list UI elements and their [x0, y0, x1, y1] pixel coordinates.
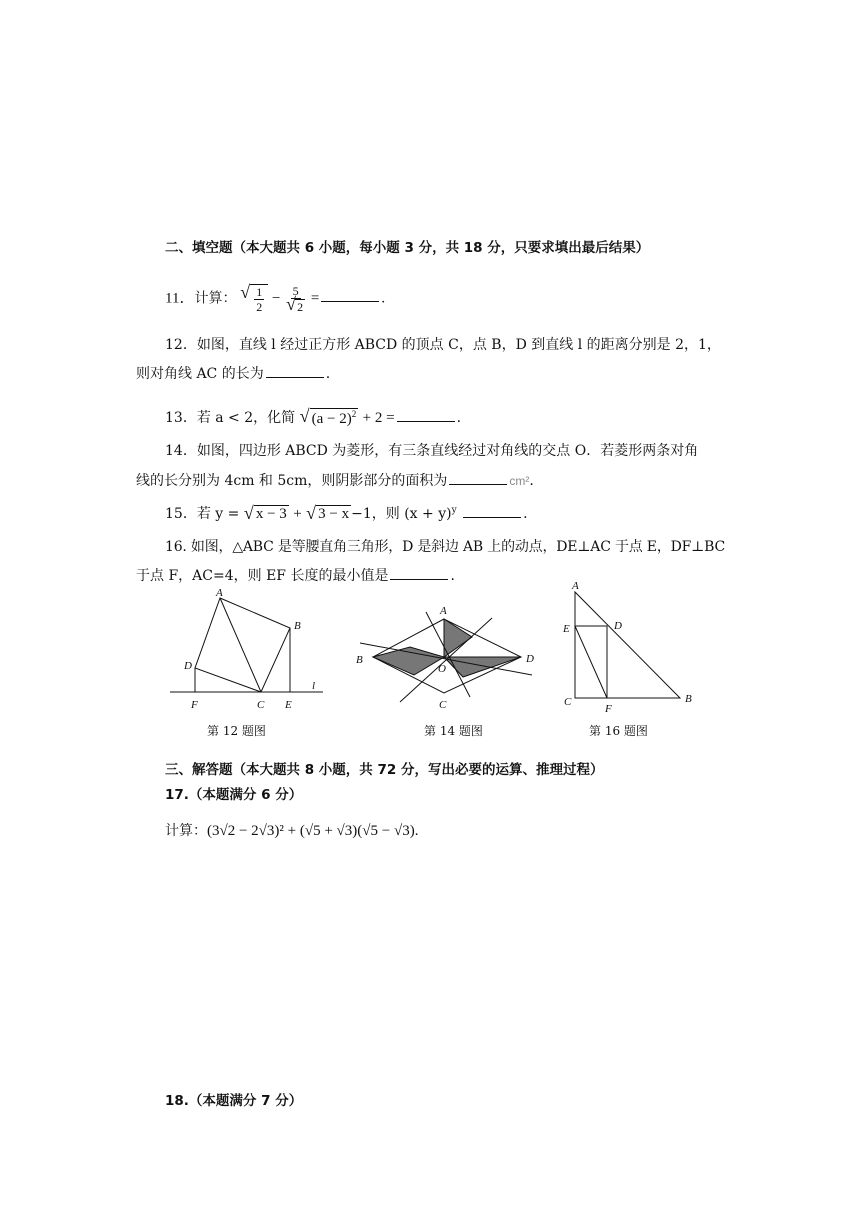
fig12-label-l: l: [312, 680, 316, 692]
fig12-label-E: E: [285, 699, 292, 711]
fig14-label-O: O: [438, 663, 446, 675]
question-16-line2: [136, 565, 455, 585]
figure-16: [555, 578, 705, 713]
q11-answer-blank[interactable]: [321, 289, 379, 302]
q13-sqrt: √ $(a - 2)^2$: [300, 408, 359, 428]
q13-answer-blank[interactable]: [397, 409, 455, 422]
fig14-caption: 第 14 题图: [424, 724, 483, 738]
fig14-label-D: D: [526, 653, 534, 665]
fig16-label-E: E: [563, 623, 570, 635]
q15-plus: +: [293, 506, 302, 522]
section2-heading: 二、填空题（本大题共 6 小题，每小题 3 分，共 18 分，只要求填出最后结果）: [165, 240, 650, 256]
q11-lead: 计算：: [194, 290, 237, 307]
fig12-label-F: F: [191, 699, 198, 711]
fig14-label-C: C: [439, 699, 447, 711]
q14-period: .: [529, 473, 534, 489]
q17-lead: 计算：: [165, 823, 207, 839]
fig12-caption: 第 12 题图: [207, 724, 266, 738]
q12-answer-blank[interactable]: [266, 365, 324, 378]
fig16-caption: 第 16 题图: [589, 724, 648, 738]
fig16-label-A: A: [572, 580, 579, 592]
q11-minus: −: [271, 290, 281, 307]
fig12-label-B: B: [294, 620, 301, 632]
q11-period: .: [381, 290, 386, 307]
q16-period: .: [450, 568, 455, 584]
question-14-line2: [136, 470, 534, 490]
q14-line1: 14．如图，四边形 ABCD 为菱形，有三条直线经过对角线的交点 O．若菱形两条对角: [165, 443, 699, 459]
question-12-line2: [136, 363, 330, 383]
question-15: [165, 503, 528, 523]
fig16-label-D: D: [614, 620, 622, 632]
q13-period: .: [456, 410, 462, 426]
fig12-label-D: D: [184, 660, 192, 672]
q13-tail: + 2 =: [362, 410, 395, 426]
q16-answer-blank[interactable]: [390, 567, 448, 580]
q14-line2-text: 线的长分别为 4cm 和 5cm，则阴影部分的面积为: [136, 473, 448, 489]
question-11: [165, 284, 385, 314]
q11-sqrt: √ $\frac{1}{2}$: [240, 284, 268, 314]
fig12-label-A: A: [216, 587, 223, 599]
q14-answer-blank[interactable]: [449, 472, 507, 485]
q11-fraction: 5 √ 2: [286, 284, 305, 314]
q15-exponent: y: [451, 505, 457, 516]
q12-line1: 12．如图，直线 l 经过正方形 ABCD 的顶点 C，点 B，D 到直线 l 的距离分别是 2，1，: [165, 337, 721, 353]
q15-sqrt1: √ x − 3: [244, 505, 289, 523]
q16-line2-text: 于点 F，AC=4，则 EF 长度的最小值是: [136, 568, 389, 584]
section3-heading: 三、解答题（本大题共 8 小题，共 72 分，写出必要的运算、推理过程）: [165, 762, 604, 778]
q13-lead: 13．若 a < 2，化简: [165, 410, 296, 426]
q15-period: .: [523, 506, 528, 522]
q15-tail: −1，则 (x + y): [351, 506, 452, 522]
q11-number: 11．: [165, 290, 195, 307]
figure-12: [160, 585, 330, 710]
q17-expression: (3√2 − 2√3)² + (√5 + √3)(√5 − √3).: [207, 823, 419, 839]
question-17: [165, 820, 418, 840]
figure-14: [350, 602, 540, 711]
q12-period: .: [325, 366, 331, 382]
q17-title: 17.（本题满分 6 分）: [165, 787, 303, 803]
q14-unit: cm²: [509, 474, 530, 488]
q16-line1: 16. 如图，△ABC 是等腰直角三角形，D 是斜边 AB 上的动点，DE⊥AC 于点 E，DF⊥BC: [165, 539, 725, 555]
fig14-label-A: A: [440, 605, 447, 617]
question-13: [165, 407, 461, 428]
q12-line2-text: 则对角线 AC 的长为: [136, 366, 264, 382]
fig16-label-C: C: [564, 696, 572, 708]
fig14-label-B: B: [356, 654, 363, 666]
q15-lead: 15．若 y =: [165, 506, 240, 522]
q15-sqrt2: √ 3 − x: [306, 505, 351, 523]
q18-title: 18.（本题满分 7 分）: [165, 1093, 303, 1109]
fig12-label-C: C: [257, 699, 265, 711]
fig16-label-F: F: [605, 703, 612, 715]
q15-answer-blank[interactable]: [463, 505, 521, 518]
q11-equals: =: [310, 290, 320, 307]
fig16-label-B: B: [685, 693, 692, 705]
